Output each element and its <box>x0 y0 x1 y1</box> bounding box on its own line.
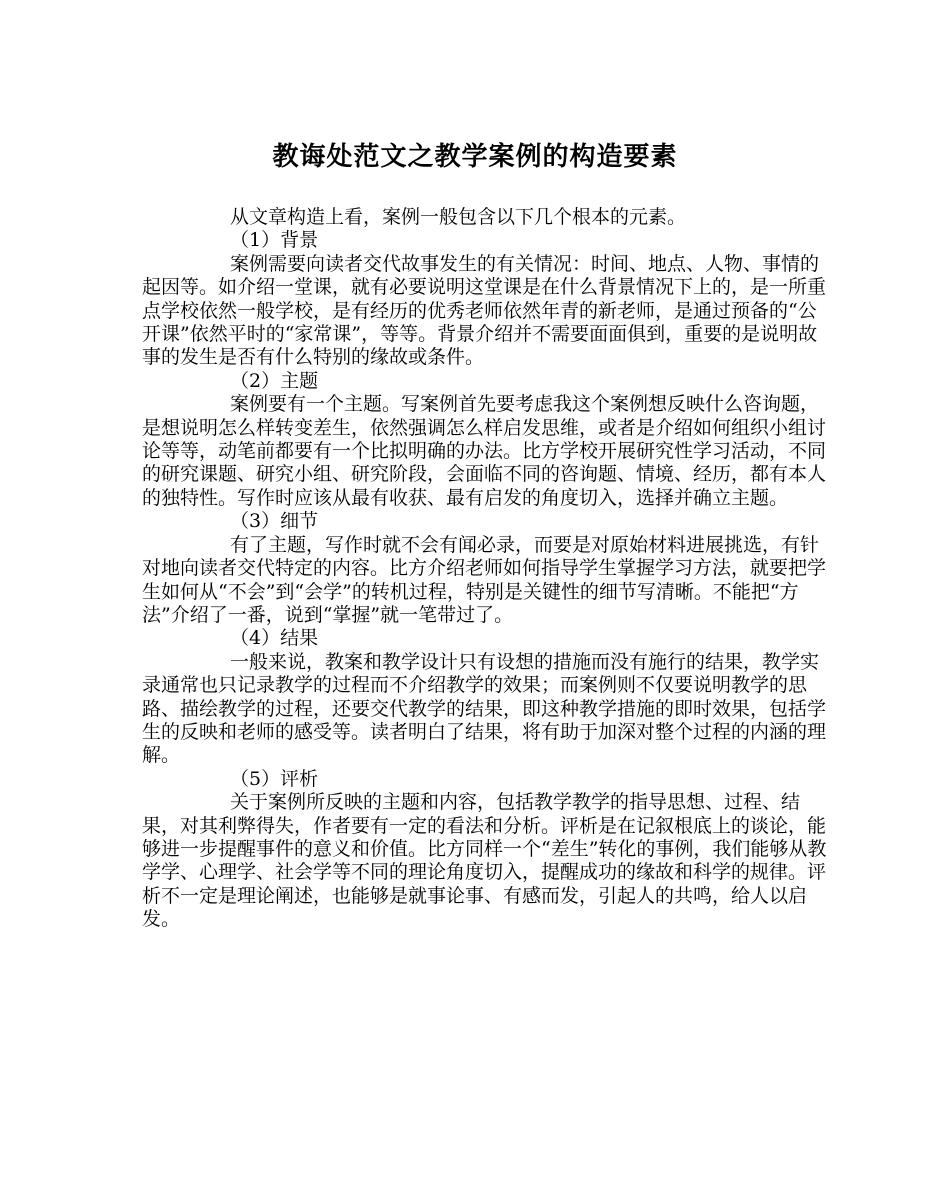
section-heading-details: （3）细节 <box>230 510 319 533</box>
paragraph-analysis: 关于案例所反映的主题和内容，包括教学教学的指导思想、过程、结果，对其利弊得失，作者要有一定的看法和分析。评析是在记叙根底上的谈论，能够进一步提醒事件的意义和价值。比方同样一个“差生”转化的事例，我们能够从教学学、心理学、社会学等不同的理论角度切入，提醒成功的缘故和科学的规律。评析不一定是理论阐述，也能够是就事论事、有感而发，引起人的共鸣，给人以启发。 <box>142 791 827 931</box>
paragraph-details: 有了主题，写作时就不会有闻必录，而要是对原始材料进展挑选，有针对地向读者交代特定的内容。比方介绍老师如何指导学生掌握学习方法，就要把学生如何从“不会”到“会学”的转机过程，特别是关键性的细节写清晰。不能把“方法”介绍了一番，说到“掌握”就一笔带过了。 <box>142 533 827 626</box>
paragraph-theme: 案例要有一个主题。写案例首先要考虑我这个案例想反映什么咨询题，是想说明怎么样转变差生，依然强调怎么样启发思维，或者是介绍如何组织小组讨论等等，动笔前都要有一个比拟明确的办法。比方学校开展研究性学习活动，不同的研究课题、研究小组、研究阶段，会面临不同的咨询题、情境、经历，都有本人的独特性。写作时应该从最有收获、最有启发的角度切入，选择并确立主题。 <box>142 393 827 509</box>
paragraph-result: 一般来说，教案和教学设计只有设想的措施而没有施行的结果，教学实录通常也只记录教学的过程而不介绍教学的效果；而案例则不仅要说明教学的思路、描绘教学的过程，还要交代教学的结果，即这种教学措施的即时效果，包括学生的反映和老师的感受等。读者明白了结果，将有助于加深对整个过程的内涵的理解。 <box>142 650 827 767</box>
section-heading-background: （1）背景 <box>230 229 319 252</box>
section-heading-result: （4）结果 <box>230 627 319 650</box>
section-heading-theme: （2）主题 <box>230 369 319 392</box>
document-title: 教诲处范文之教学案例的构造要素 <box>272 142 678 172</box>
paragraph-intro: 从文章构造上看，案例一般包含以下几个根本的元素。 <box>230 206 687 228</box>
section-heading-analysis: （5）评析 <box>230 767 319 790</box>
document-body <box>142 206 827 932</box>
paragraph-background: 案例需要向读者交代故事发生的有关情况：时间、地点、人物、事情的起因等。如介绍一堂课，就有必要说明这堂课是在什么背景情况下上的，是一所重点学校依然一般学校，是有经历的优秀老师依然年青的新老师，是通过预备的“公开课”依然平时的“家常课”，等等。背景介绍并不需要面面俱到，重要的是说明故事的发生是否有什么特别的缘故或条件。 <box>142 252 827 369</box>
